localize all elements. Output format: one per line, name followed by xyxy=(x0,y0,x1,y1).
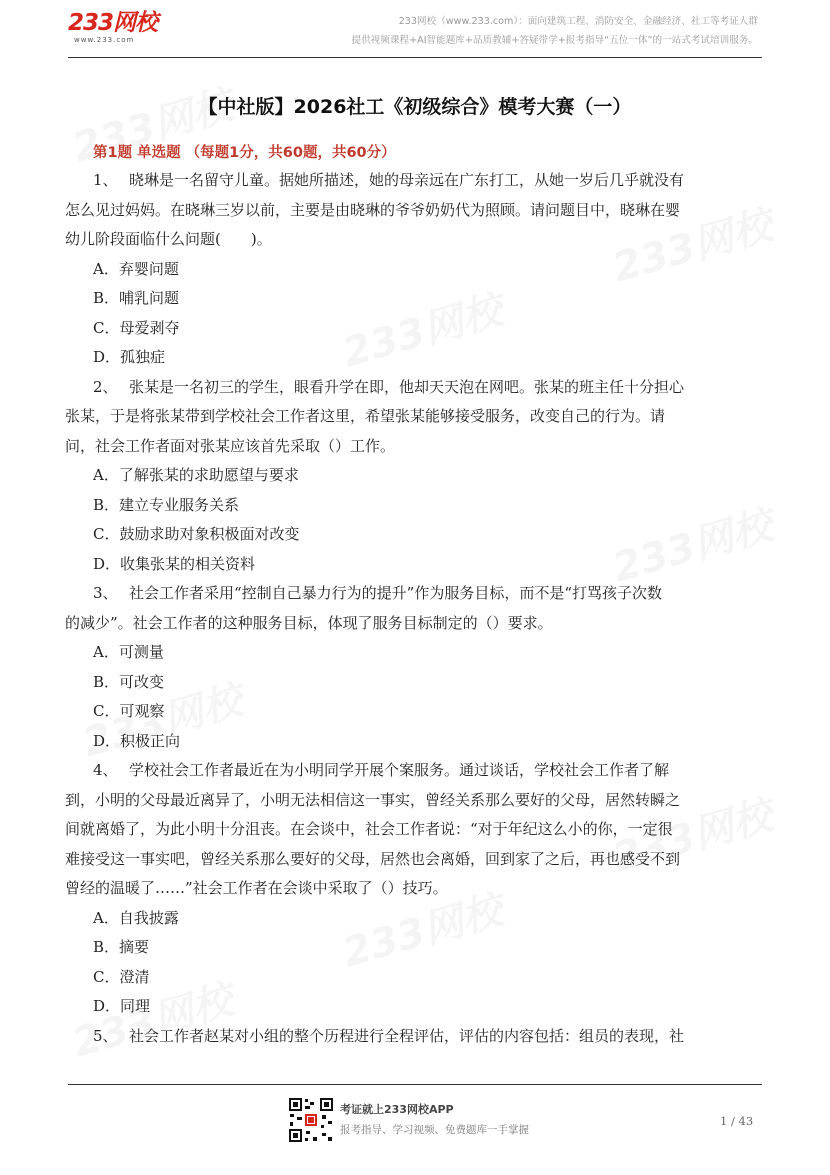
answer-option[interactable]: C．鼓励求助对象积极面对改变 xyxy=(93,525,300,543)
question-text: 社会工作者采用“控制自己暴力行为的提升”作为服务目标，而不是“打骂孩子次数 xyxy=(129,584,663,602)
question-stem-line: 幼儿阶段面临什么问题( )。 xyxy=(65,230,272,248)
answer-option[interactable]: D．孤独症 xyxy=(93,348,166,366)
question-text: 晓琳是一名留守儿童。据她所描述，她的母亲远在广东打工，从她一岁后几乎就没有 xyxy=(129,171,685,189)
answer-option[interactable]: A．可测量 xyxy=(93,643,164,661)
page-number: 1 / 43 xyxy=(720,1114,754,1128)
answer-option[interactable]: B．可改变 xyxy=(93,672,165,691)
header-line-1: 233网校（www.233.com）：面向建筑工程、消防安全、金融经济、社工等考证人群 xyxy=(398,16,758,27)
footer-app-subtitle: 报考指导、学习视频、免费题库一手掌握 xyxy=(340,1124,529,1136)
question-block xyxy=(65,166,765,373)
question-text: 张某是一名初三的学生，眼看升学在即，他却天天泡在网吧。张某的班主任十分担心 xyxy=(129,377,685,396)
header-divider xyxy=(68,57,762,58)
question-text: 社会工作者赵某对小组的整个历程进行全程评估，评估的内容包括：组员的表现，社 xyxy=(129,1026,685,1045)
section-heading: 第1题 单选题 （每题1分，共60题，共60分） xyxy=(93,145,396,161)
question-stem-line: 怎么见过妈妈。在晓琳三岁以前，主要是由晓琳的爷爷奶奶代为照顾。请问题目中，晓琳在婴 xyxy=(65,200,681,219)
answer-option[interactable]: A．自我披露 xyxy=(93,908,179,927)
question-stem-first-line xyxy=(93,373,765,403)
question-stem-line: 的减少”。社会工作者的这种服务目标，体现了服务目标制定的（）要求。 xyxy=(65,613,553,632)
question-stem-line: 张某，于是将张某带到学校社会工作者这里，希望张某能够接受服务，改变自己的行为。请 xyxy=(65,407,666,425)
question-stem-line: 曾经的温暖了……”社会工作者在会谈中采取了（）技巧。 xyxy=(65,879,448,897)
answer-option[interactable]: C．澄清 xyxy=(93,967,150,986)
question-stem-line: 难接受这一事实吧，曾经关系那么要好的父母，居然也会离婚，回到家了之后，再也感受不到 xyxy=(65,849,681,868)
question-number: 2、 xyxy=(93,377,118,396)
question-number: 4、 xyxy=(93,761,118,779)
answer-option[interactable]: C．母爱剥夺 xyxy=(93,318,180,337)
qr-code-icon[interactable] xyxy=(288,1097,334,1143)
page-title: 【中社版】2026社工《初级综合》模考大赛（一） xyxy=(198,96,632,118)
page-header xyxy=(0,0,830,60)
question-stem-line: 间就离婚了，为此小明十分沮丧。在会谈中，社会工作者说：“对于年纪这么小的你，一定很 xyxy=(65,820,673,838)
logo-url: www.233.com xyxy=(74,36,135,44)
question-list xyxy=(65,166,765,1051)
question-stem-line: 问，社会工作者面对张某应该首先采取（）工作。 xyxy=(65,436,396,455)
question-stem-first-line xyxy=(93,756,765,786)
brand-logo[interactable] xyxy=(68,10,178,50)
answer-option[interactable]: C．可观察 xyxy=(93,702,165,720)
question-stem-line: 到，小明的父母最近离异了，小明无法相信这一事实，曾经关系那么要好的父母，居然转瞬之 xyxy=(65,790,681,809)
question-block xyxy=(65,756,765,1022)
question-block xyxy=(93,1022,765,1052)
answer-option[interactable]: D．积极正向 xyxy=(93,731,181,750)
question-stem-first-line xyxy=(93,166,765,196)
answer-option[interactable]: A．了解张某的求助愿望与要求 xyxy=(93,466,299,484)
question-text: 学校社会工作者最近在为小明同学开展个案服务。通过谈话，学校社会工作者了解 xyxy=(129,761,670,779)
question-stem-first-line xyxy=(93,1022,765,1052)
question-number: 1、 xyxy=(93,171,118,189)
question-block xyxy=(65,373,765,580)
header-description xyxy=(288,12,758,50)
answer-option[interactable]: D．收集张某的相关资料 xyxy=(93,554,256,573)
answer-option[interactable]: A．弃婴问题 xyxy=(93,259,179,278)
question-block xyxy=(65,579,765,756)
logo-wordmark: 233网校 xyxy=(68,10,158,36)
answer-option[interactable]: D．同理 xyxy=(93,997,151,1015)
answer-option[interactable]: B．建立专业服务关系 xyxy=(93,495,240,514)
question-stem-first-line xyxy=(93,579,765,609)
footer-divider xyxy=(68,1084,762,1085)
question-number: 3、 xyxy=(93,584,118,602)
answer-option[interactable]: B．摘要 xyxy=(93,938,150,956)
header-line-2: 提供视频课程+AI智能题库+品质教辅+答疑带学+报考指导“五位一体”的一站式考试培训服务。 xyxy=(351,35,758,46)
footer-app-title: 考证就上233网校APP xyxy=(340,1103,454,1116)
question-number: 5、 xyxy=(93,1026,118,1045)
answer-option[interactable]: B．哺乳问题 xyxy=(93,289,180,307)
